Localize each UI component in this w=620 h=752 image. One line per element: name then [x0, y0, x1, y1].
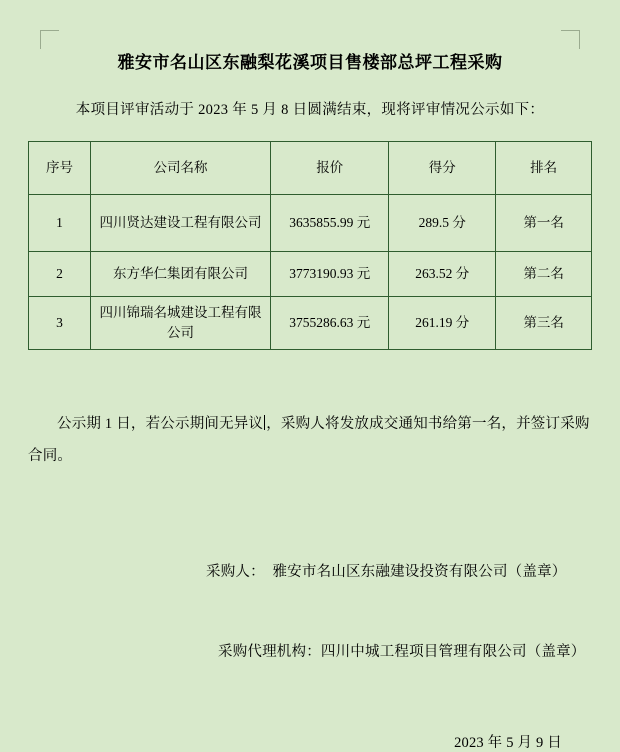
purchaser-value: 雅安市名山区东融建设投资有限公司（盖章）	[272, 564, 567, 580]
table-header-row	[29, 142, 592, 195]
crop-mark-top-right	[561, 30, 580, 49]
cell-company: 四川贤达建设工程有限公司	[90, 195, 270, 252]
purchaser-label: 采购人：	[206, 564, 265, 580]
column-header-rank: 排名	[496, 142, 592, 195]
cell-score: 261.19 分	[389, 297, 496, 350]
table-row	[29, 252, 592, 297]
agency-label: 采购代理机构：	[218, 644, 321, 660]
cell-company: 四川锦瑞名城建设工程有限公司	[90, 297, 270, 350]
cell-company: 东方华仁集团有限公司	[90, 252, 270, 297]
agency-value: 四川中城工程项目管理有限公司（盖章）	[320, 644, 586, 660]
bid-results-table	[28, 141, 592, 350]
cell-rank: 第二名	[496, 252, 592, 297]
table-row	[29, 195, 592, 252]
column-header-no: 序号	[29, 142, 91, 195]
agency-line	[28, 586, 592, 666]
cell-score: 263.52 分	[389, 252, 496, 297]
column-header-score: 得分	[389, 142, 496, 195]
cell-price: 3773190.93 元	[271, 252, 389, 297]
cell-rank: 第三名	[496, 297, 592, 350]
purchaser-line	[28, 472, 592, 586]
page-title: 雅安市名山区东融梨花溪项目售楼部总坪工程采购	[117, 53, 503, 72]
notice-paragraph	[28, 350, 592, 472]
cell-score: 289.5 分	[389, 195, 496, 252]
cell-rank: 第一名	[496, 195, 592, 252]
cell-price: 3755286.63 元	[271, 297, 389, 350]
crop-mark-top-left	[40, 30, 59, 49]
cell-no: 1	[29, 195, 91, 252]
column-header-price: 报价	[271, 142, 389, 195]
cell-price: 3635855.99 元	[271, 195, 389, 252]
notice-text-part1: 公示期 1 日，若公示期间无异议	[57, 416, 264, 432]
document-date: 2023 年 5 月 9 日	[454, 734, 562, 751]
intro-paragraph: 本项目评审活动于 2023 年 5 月 8 日圆满结束，现将评审情况公示如下：	[75, 102, 545, 118]
table-row	[29, 297, 592, 350]
cell-no: 2	[29, 252, 91, 297]
cell-no: 3	[29, 297, 91, 350]
column-header-company: 公司名称	[90, 142, 270, 195]
notice-text-part2: ，采购人将发放成交通知书给第一名，并签订采购合同。	[28, 416, 590, 464]
